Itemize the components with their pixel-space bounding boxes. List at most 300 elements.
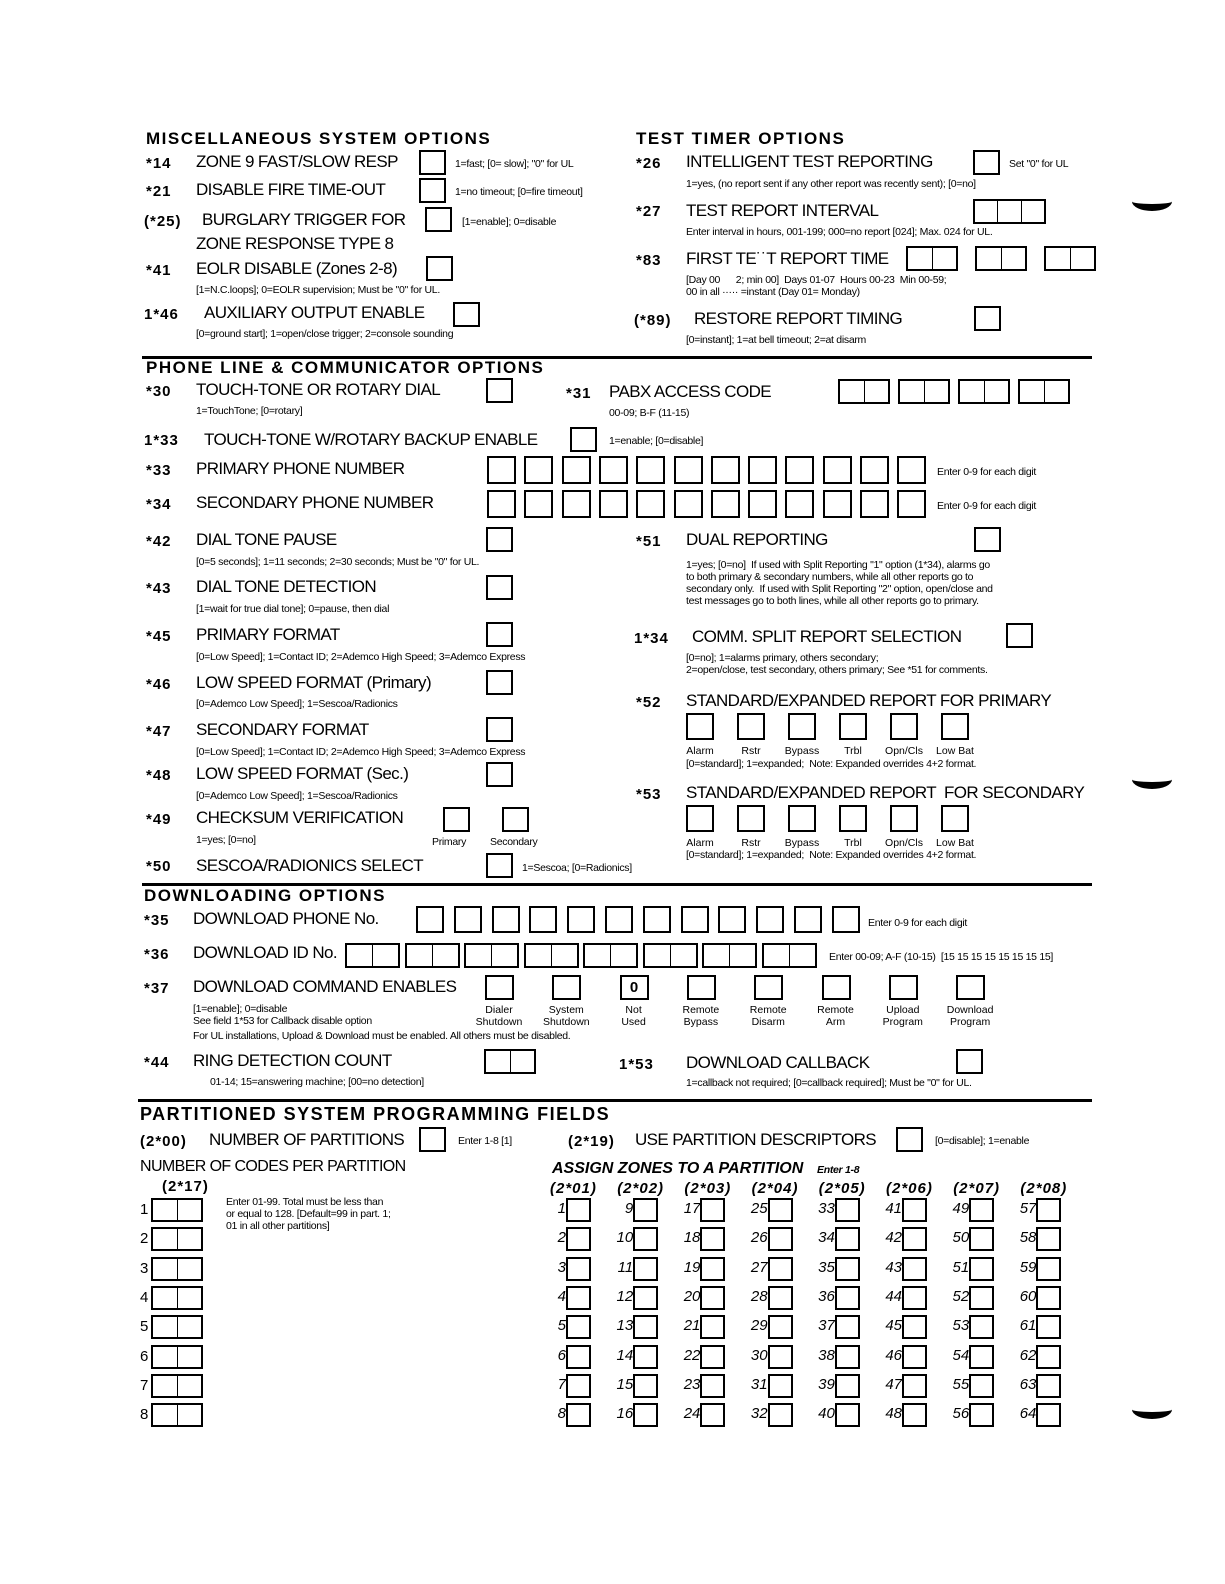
zone-12-partition-input[interactable] <box>633 1286 658 1310</box>
zone-number: 29 <box>750 1317 768 1335</box>
zone-number: 40 <box>818 1405 835 1423</box>
command-enable-5[interactable] <box>754 975 783 1000</box>
restore-timing-input[interactable] <box>974 306 1001 331</box>
zone-53-partition-input[interactable] <box>969 1315 994 1339</box>
field-label: PABX ACCESS CODE <box>609 382 772 401</box>
field-label: DISABLE FIRE TIME-OUT <box>196 180 386 199</box>
download-phone-digit-10[interactable] <box>756 906 784 933</box>
field-code: *44 <box>144 1054 170 1071</box>
field-label: DOWNLOAD ID No. <box>193 943 338 962</box>
primary-phone-digit-6[interactable] <box>674 456 703 484</box>
field-note: 00-09; B-F (11-15) <box>609 407 690 419</box>
zone-2-partition-input[interactable] <box>566 1227 591 1251</box>
command-enable-1[interactable] <box>485 975 514 1000</box>
binder-mark <box>1132 1400 1172 1419</box>
zone-18-partition-input[interactable] <box>700 1227 725 1251</box>
download-id-pair-2[interactable] <box>405 943 460 968</box>
codes-partition-2-input[interactable] <box>151 1227 203 1251</box>
codes-row-number: 7 <box>140 1376 149 1394</box>
command-label: Remote Bypass <box>682 1004 720 1028</box>
zone-number: 6 <box>557 1346 566 1364</box>
codes-note: or equal to 128. [Default=99 in part. 1; <box>226 1208 391 1220</box>
pabx-digit-1[interactable] <box>838 379 890 404</box>
zone-number: 31 <box>750 1375 768 1393</box>
pabx-digit-2[interactable] <box>898 379 950 404</box>
zone-number: 25 <box>750 1200 768 1217</box>
field-label: DOWNLOAD PHONE No. <box>193 909 379 928</box>
field-label: EOLR DISABLE (Zones 2-8) <box>196 259 398 278</box>
zone-21-partition-input[interactable] <box>700 1315 725 1339</box>
fire-timeout-input[interactable] <box>419 178 446 203</box>
zone-49-partition-input[interactable] <box>969 1198 994 1222</box>
field-label: INTELLIGENT TEST REPORTING <box>686 152 933 171</box>
zone-42-partition-input[interactable] <box>902 1227 927 1251</box>
download-callback-input[interactable] <box>956 1049 983 1074</box>
zone-number: 9 <box>624 1200 634 1217</box>
rep53-box-3[interactable] <box>788 805 816 832</box>
zone-1-partition-input[interactable] <box>566 1198 591 1222</box>
rep52-box-3[interactable] <box>788 713 816 740</box>
field-code: *50 <box>146 858 172 875</box>
field-note: See field 1*53 for Callback disable option <box>193 1015 372 1027</box>
field-code: *27 <box>636 203 662 220</box>
download-phone-digit-7[interactable] <box>643 906 671 933</box>
download-phone-digit-8[interactable] <box>681 906 709 933</box>
dial-type-input[interactable] <box>486 378 513 403</box>
download-phone-digit-1[interactable] <box>416 906 444 933</box>
checksum-primary-input[interactable] <box>443 807 470 832</box>
zone-number: 27 <box>750 1258 768 1276</box>
field-note: [0=standard]; 1=expanded; Note: Expanded overrides 4+2 format. <box>686 849 977 861</box>
primary-phone-digit-5[interactable] <box>636 456 665 484</box>
field-note: 1=no timeout; [0=fire timeout] <box>455 186 583 198</box>
primary-phone-digit-11[interactable] <box>860 456 889 484</box>
zone-61-partition-input[interactable] <box>1036 1315 1061 1339</box>
field-label: SECONDARY PHONE NUMBER <box>196 493 434 512</box>
test-interval-input[interactable] <box>973 199 1046 224</box>
codes-partition-3-input[interactable] <box>151 1257 203 1281</box>
primary-phone-digit-10[interactable] <box>823 456 852 484</box>
aux-output-input[interactable] <box>453 302 480 327</box>
field-label: LOW SPEED FORMAT (Sec.) <box>196 764 409 783</box>
rep52-box-6[interactable] <box>941 713 969 740</box>
download-id-pair-4[interactable] <box>524 943 579 968</box>
secondary-phone-digit-5[interactable] <box>636 490 665 518</box>
zone-number: 35 <box>818 1258 835 1276</box>
assign-note: Enter 1-8 <box>817 1164 860 1176</box>
zone-41-partition-input[interactable] <box>902 1198 927 1222</box>
test-section-title: TEST TIMER OPTIONS <box>636 129 846 148</box>
zone-20-partition-input[interactable] <box>700 1286 725 1310</box>
field-label: TOUCH-TONE W/ROTARY BACKUP ENABLE <box>204 430 538 449</box>
download-phone-digit-5[interactable] <box>567 906 595 933</box>
zone-number: 7 <box>557 1375 566 1393</box>
field-code: *21 <box>146 183 172 200</box>
zone-26-partition-input[interactable] <box>768 1227 793 1251</box>
report-type-label: Alarm <box>686 745 714 757</box>
codes-note: Enter 01-99. Total must be less than <box>226 1196 384 1208</box>
secondary-phone-digit-4[interactable] <box>599 490 628 518</box>
secondary-phone-digit-12[interactable] <box>897 490 926 518</box>
field-note: [0=ground start]; 1=open/close trigger; 2=console sounding <box>196 328 454 340</box>
zone-11-partition-input[interactable] <box>633 1257 658 1281</box>
zone-7-partition-input[interactable] <box>566 1374 591 1398</box>
download-id-pair-8[interactable] <box>762 943 817 968</box>
zone-36-partition-input[interactable] <box>835 1286 860 1310</box>
num-partitions-input[interactable] <box>419 1127 446 1152</box>
zone-15-partition-input[interactable] <box>633 1374 658 1398</box>
codes-note: 01 in all other partitions] <box>226 1220 330 1232</box>
field-code: *31 <box>566 385 592 402</box>
zone-number: 43 <box>885 1258 902 1276</box>
download-section-title: DOWNLOADING OPTIONS <box>144 886 386 905</box>
assign-field-code: (2*03) <box>684 1180 732 1197</box>
zone-number: 47 <box>885 1375 902 1393</box>
command-enable-4[interactable] <box>687 975 716 1000</box>
zone-number: 55 <box>952 1375 970 1393</box>
field-note: [0=instant]; 1=at bell timeout; 2=at disarm <box>686 334 867 346</box>
field-label: PRIMARY PHONE NUMBER <box>196 459 405 478</box>
download-phone-digit-2[interactable] <box>454 906 482 933</box>
zone-55-partition-input[interactable] <box>969 1374 994 1398</box>
zone-27-partition-input[interactable] <box>768 1257 793 1281</box>
zone-16-partition-input[interactable] <box>633 1403 658 1427</box>
field-note: [0=Ademco Low Speed]; 1=Sescoa/Radionics <box>196 790 398 802</box>
field-label: DOWNLOAD CALLBACK <box>686 1053 870 1072</box>
zone-24-partition-input[interactable] <box>700 1403 725 1427</box>
secondary-phone-digit-11[interactable] <box>860 490 889 518</box>
assign-field-code: (2*04) <box>751 1180 799 1197</box>
command-enable-2[interactable] <box>552 975 581 1000</box>
zone-52-partition-input[interactable] <box>969 1286 994 1310</box>
dual-reporting-input[interactable] <box>974 527 1001 552</box>
zone-58-partition-input[interactable] <box>1036 1227 1061 1251</box>
field-label: PRIMARY FORMAT <box>196 625 340 644</box>
checksum-secondary-input[interactable] <box>502 807 529 832</box>
field-note: 00 in all ····· =instant (Day 01= Monday) <box>686 286 860 298</box>
field-label: TEST REPORT INTERVAL <box>686 201 879 220</box>
binder-mark <box>1132 192 1172 211</box>
command-label: System Shutdown <box>542 1004 590 1028</box>
zone-28-partition-input[interactable] <box>768 1286 793 1310</box>
zone-29-partition-input[interactable] <box>768 1315 793 1339</box>
zone-60-partition-input[interactable] <box>1036 1286 1061 1310</box>
zone-number: 23 <box>683 1375 701 1393</box>
zone-31-partition-input[interactable] <box>768 1374 793 1398</box>
codes-row-number: 3 <box>140 1259 149 1277</box>
zone-38-partition-input[interactable] <box>835 1345 860 1369</box>
primary-phone-digit-12[interactable] <box>897 456 926 484</box>
report-type-label: Opn/Cls <box>885 837 923 849</box>
download-phone-digit-12[interactable] <box>832 906 860 933</box>
rep53-box-1[interactable] <box>686 805 714 832</box>
first-test-hour-input[interactable] <box>975 246 1027 271</box>
field-note: [1=N.C.loops]; 0=EOLR supervision; Must be "0" for UL. <box>196 284 440 296</box>
zone-number: 37 <box>818 1317 835 1335</box>
rep53-box-4[interactable] <box>839 805 867 832</box>
report-type-label: Bypass <box>784 745 820 757</box>
secondary-phone-digit-2[interactable] <box>524 490 553 518</box>
field-note: For UL installations, Upload & Download must be enabled. All others must be disabled. <box>193 1030 571 1042</box>
misc-section-title: MISCELLANEOUS SYSTEM OPTIONS <box>146 129 492 148</box>
field-code: *53 <box>636 786 662 803</box>
sescoa-radionics-input[interactable] <box>486 853 513 878</box>
zone-33-partition-input[interactable] <box>835 1198 860 1222</box>
download-phone-digit-11[interactable] <box>794 906 822 933</box>
zone-45-partition-input[interactable] <box>902 1315 927 1339</box>
zone-6-partition-input[interactable] <box>566 1345 591 1369</box>
field-code: 1*46 <box>144 306 179 323</box>
burglary-trigger-input[interactable] <box>425 207 452 232</box>
field-label: LOW SPEED FORMAT (Primary) <box>196 673 432 692</box>
zone-number: 12 <box>616 1287 634 1305</box>
zone-number: 15 <box>616 1375 634 1393</box>
command-label: Remote Disarm <box>749 1004 787 1028</box>
zone-number: 53 <box>952 1317 970 1335</box>
zone-22-partition-input[interactable] <box>700 1345 725 1369</box>
secondary-phone-digit-10[interactable] <box>823 490 852 518</box>
codes-partition-8-input[interactable] <box>151 1403 203 1427</box>
zone-3-partition-input[interactable] <box>566 1257 591 1281</box>
download-phone-digit-6[interactable] <box>605 906 633 933</box>
primary-phone-digit-2[interactable] <box>524 456 553 484</box>
codes-partition-6-input[interactable] <box>151 1345 203 1369</box>
secondary-phone-digit-1[interactable] <box>487 490 516 518</box>
zone-5-partition-input[interactable] <box>566 1315 591 1339</box>
zone-8-partition-input[interactable] <box>566 1403 591 1427</box>
first-test-min-input[interactable] <box>1044 246 1096 271</box>
split-report-input[interactable] <box>1006 623 1033 648</box>
download-phone-digit-4[interactable] <box>529 906 557 933</box>
zone-19-partition-input[interactable] <box>700 1257 725 1281</box>
zone-13-partition-input[interactable] <box>633 1315 658 1339</box>
first-test-day-input[interactable] <box>906 246 958 271</box>
zone-4-partition-input[interactable] <box>566 1286 591 1310</box>
primary-phone-digit-4[interactable] <box>599 456 628 484</box>
primary-phone-digit-1[interactable] <box>487 456 516 484</box>
zone-number: 59 <box>1019 1258 1037 1276</box>
zone-63-partition-input[interactable] <box>1036 1374 1061 1398</box>
codes-row-number: 1 <box>140 1201 149 1218</box>
zone-number: 17 <box>683 1200 701 1217</box>
field-label: STANDARD/EXPANDED REPORT FOR SECONDARY <box>686 783 1085 802</box>
zone-number: 18 <box>683 1229 701 1247</box>
codes-row-number: 6 <box>140 1347 149 1365</box>
field-note: [0=disable]; 1=enable <box>935 1135 1030 1147</box>
field-note: 1=enable; [0=disable] <box>609 435 704 447</box>
field-code: 1*33 <box>144 432 179 449</box>
zone-34-partition-input[interactable] <box>835 1227 860 1251</box>
zone-number: 38 <box>818 1346 835 1364</box>
secondary-phone-digit-6[interactable] <box>674 490 703 518</box>
zone-46-partition-input[interactable] <box>902 1345 927 1369</box>
zone-number: 49 <box>952 1200 970 1217</box>
download-phone-digit-3[interactable] <box>492 906 520 933</box>
field-code: *43 <box>146 580 172 597</box>
zone-number: 36 <box>818 1287 835 1305</box>
secondary-phone-digit-7[interactable] <box>711 490 740 518</box>
download-id-pair-1[interactable] <box>345 943 400 968</box>
zone-25-partition-input[interactable] <box>768 1198 793 1222</box>
field-note: [0=Low Speed]; 1=Contact ID; 2=Ademco High Speed; 3=Ademco Express <box>196 746 526 758</box>
zone-64-partition-input[interactable] <box>1036 1403 1061 1427</box>
rep53-box-2[interactable] <box>737 805 765 832</box>
rep53-box-5[interactable] <box>890 805 918 832</box>
field-code: (*25) <box>144 213 182 230</box>
zone-43-partition-input[interactable] <box>902 1257 927 1281</box>
field-code: *30 <box>146 383 172 400</box>
zone-35-partition-input[interactable] <box>835 1257 860 1281</box>
rep52-box-1[interactable] <box>686 713 714 740</box>
rep52-box-5[interactable] <box>890 713 918 740</box>
zone-number: 32 <box>750 1405 768 1423</box>
partition-descriptors-input[interactable] <box>896 1127 923 1152</box>
zone-37-partition-input[interactable] <box>835 1315 860 1339</box>
command-label: Not Used <box>621 1004 646 1028</box>
zone-number: 42 <box>885 1229 902 1247</box>
field-label: SECONDARY FORMAT <box>196 720 369 739</box>
zone-number: 28 <box>750 1287 768 1305</box>
download-id-pair-7[interactable] <box>702 943 757 968</box>
phone-section-title: PHONE LINE & COMMUNICATOR OPTIONS <box>146 358 545 377</box>
field-code: *34 <box>146 496 172 513</box>
zone-number: 44 <box>885 1287 902 1305</box>
pabx-digit-3[interactable] <box>958 379 1010 404</box>
field-code: *37 <box>144 980 170 997</box>
download-id-pair-6[interactable] <box>643 943 698 968</box>
zone9-resp-input[interactable] <box>419 150 446 175</box>
field-note: [Day 00 2; min 00] Days 01-07 Hours 00-23 Min 00-59; <box>686 274 947 286</box>
field-label: COMM. SPLIT REPORT SELECTION <box>692 627 962 646</box>
command-enable-8[interactable] <box>956 975 985 1000</box>
field-label: DIAL TONE PAUSE <box>196 530 337 549</box>
command-enable-6[interactable] <box>822 975 851 1000</box>
zone-number: 3 <box>557 1258 566 1276</box>
zone-57-partition-input[interactable] <box>1036 1198 1061 1222</box>
zone-number: 14 <box>616 1346 634 1364</box>
zone-50-partition-input[interactable] <box>969 1227 994 1251</box>
field-label: DIAL TONE DETECTION <box>196 577 377 596</box>
field-note: 2=open/close, test secondary, others primary; See *51 for comments. <box>686 664 988 676</box>
primary-phone-digit-8[interactable] <box>748 456 777 484</box>
zone-number: 30 <box>750 1346 768 1364</box>
rotary-backup-input[interactable] <box>570 427 597 452</box>
field-label: FIRST TE˙˙T REPORT TIME <box>686 249 889 268</box>
primary-phone-digit-3[interactable] <box>562 456 591 484</box>
primary-phone-digit-7[interactable] <box>711 456 740 484</box>
zone-54-partition-input[interactable] <box>969 1345 994 1369</box>
field-label: RING DETECTION COUNT <box>193 1051 392 1070</box>
rep52-box-2[interactable] <box>737 713 765 740</box>
download-phone-digit-9[interactable] <box>718 906 746 933</box>
command-enable-7[interactable] <box>889 975 918 1000</box>
field-label: DUAL REPORTING <box>686 530 828 549</box>
codes-row-number: 4 <box>140 1288 149 1306</box>
field-note: to both primary & secondary numbers, while all other reports go to <box>686 571 974 583</box>
rep52-box-4[interactable] <box>839 713 867 740</box>
primary-phone-digit-9[interactable] <box>785 456 814 484</box>
assign-field-code: (2*08) <box>1020 1180 1068 1197</box>
field-code: 1*34 <box>634 630 669 647</box>
assign-field-code: (2*07) <box>953 1180 1001 1197</box>
secondary-phone-digit-9[interactable] <box>785 490 814 518</box>
pabx-digit-4[interactable] <box>1018 379 1070 404</box>
rep53-box-6[interactable] <box>941 805 969 832</box>
zone-17-partition-input[interactable] <box>700 1198 725 1222</box>
assign-title: ASSIGN ZONES TO A PARTITION <box>552 1160 804 1177</box>
zone-number: 24 <box>683 1405 701 1423</box>
binder-mark <box>1132 770 1172 789</box>
intelligent-test-input[interactable] <box>973 150 1000 175</box>
zone-number: 34 <box>818 1229 835 1247</box>
zone-number: 4 <box>557 1287 566 1305</box>
zone-44-partition-input[interactable] <box>902 1286 927 1310</box>
eolr-disable-input[interactable] <box>426 256 453 281</box>
codes-row-number: 5 <box>140 1318 149 1336</box>
zone-number: 58 <box>1019 1229 1037 1247</box>
zone-number: 63 <box>1019 1375 1037 1393</box>
assign-field-code: (2*01) <box>550 1180 597 1197</box>
dial-tone-pause-input[interactable] <box>486 527 513 552</box>
codes-partition-1-input[interactable] <box>151 1198 203 1222</box>
assign-field-code: (2*05) <box>818 1180 866 1197</box>
field-note: Enter 0-9 for each digit <box>868 917 968 929</box>
zone-62-partition-input[interactable] <box>1036 1345 1061 1369</box>
low-speed-secondary-input[interactable] <box>486 762 513 787</box>
zone-number: 60 <box>1019 1287 1037 1305</box>
field-note: Enter 0-9 for each digit <box>937 466 1037 478</box>
codes-partition-5-input[interactable] <box>151 1315 203 1339</box>
zone-51-partition-input[interactable] <box>969 1257 994 1281</box>
codes-partition-7-input[interactable] <box>151 1374 203 1398</box>
zone-10-partition-input[interactable] <box>633 1227 658 1251</box>
zone-59-partition-input[interactable] <box>1036 1257 1061 1281</box>
dial-tone-detect-input[interactable] <box>486 575 513 600</box>
download-id-pair-3[interactable] <box>464 943 519 968</box>
zone-30-partition-input[interactable] <box>768 1345 793 1369</box>
zone-48-partition-input[interactable] <box>902 1403 927 1427</box>
ring-count-input[interactable] <box>484 1049 536 1074</box>
zone-14-partition-input[interactable] <box>633 1345 658 1369</box>
zone-40-partition-input[interactable] <box>835 1403 860 1427</box>
low-speed-primary-input[interactable] <box>486 670 513 695</box>
field-code: *26 <box>636 155 662 172</box>
primary-format-input[interactable] <box>486 622 513 647</box>
codes-partition-4-input[interactable] <box>151 1286 203 1310</box>
zone-9-partition-input[interactable] <box>633 1198 658 1222</box>
zone-number: 2 <box>557 1229 566 1247</box>
download-id-pair-5[interactable] <box>583 943 638 968</box>
secondary-phone-digit-8[interactable] <box>748 490 777 518</box>
zone-number: 57 <box>1019 1200 1037 1217</box>
zone-32-partition-input[interactable] <box>768 1403 793 1427</box>
zone-23-partition-input[interactable] <box>700 1374 725 1398</box>
zone-47-partition-input[interactable] <box>902 1374 927 1398</box>
zone-number: 20 <box>683 1287 701 1305</box>
report-type-label: Rstr <box>741 745 761 757</box>
field-note: [0=5 seconds]; 1=11 seconds; 2=30 seconds; Must be "0" for UL. <box>196 556 480 568</box>
field-note: secondary only. If used with Split Reporting "2" option, open/close and <box>686 583 993 595</box>
zone-56-partition-input[interactable] <box>969 1403 994 1427</box>
field-label: TOUCH-TONE OR ROTARY DIAL <box>196 380 441 399</box>
zone-39-partition-input[interactable] <box>835 1374 860 1398</box>
secondary-phone-digit-3[interactable] <box>562 490 591 518</box>
secondary-format-input[interactable] <box>486 717 513 742</box>
field-code: (*89) <box>634 312 672 329</box>
zone-number: 26 <box>750 1229 768 1247</box>
field-note: 1=Sescoa; [0=Radionics] <box>522 862 632 874</box>
zone-number: 48 <box>885 1405 902 1423</box>
